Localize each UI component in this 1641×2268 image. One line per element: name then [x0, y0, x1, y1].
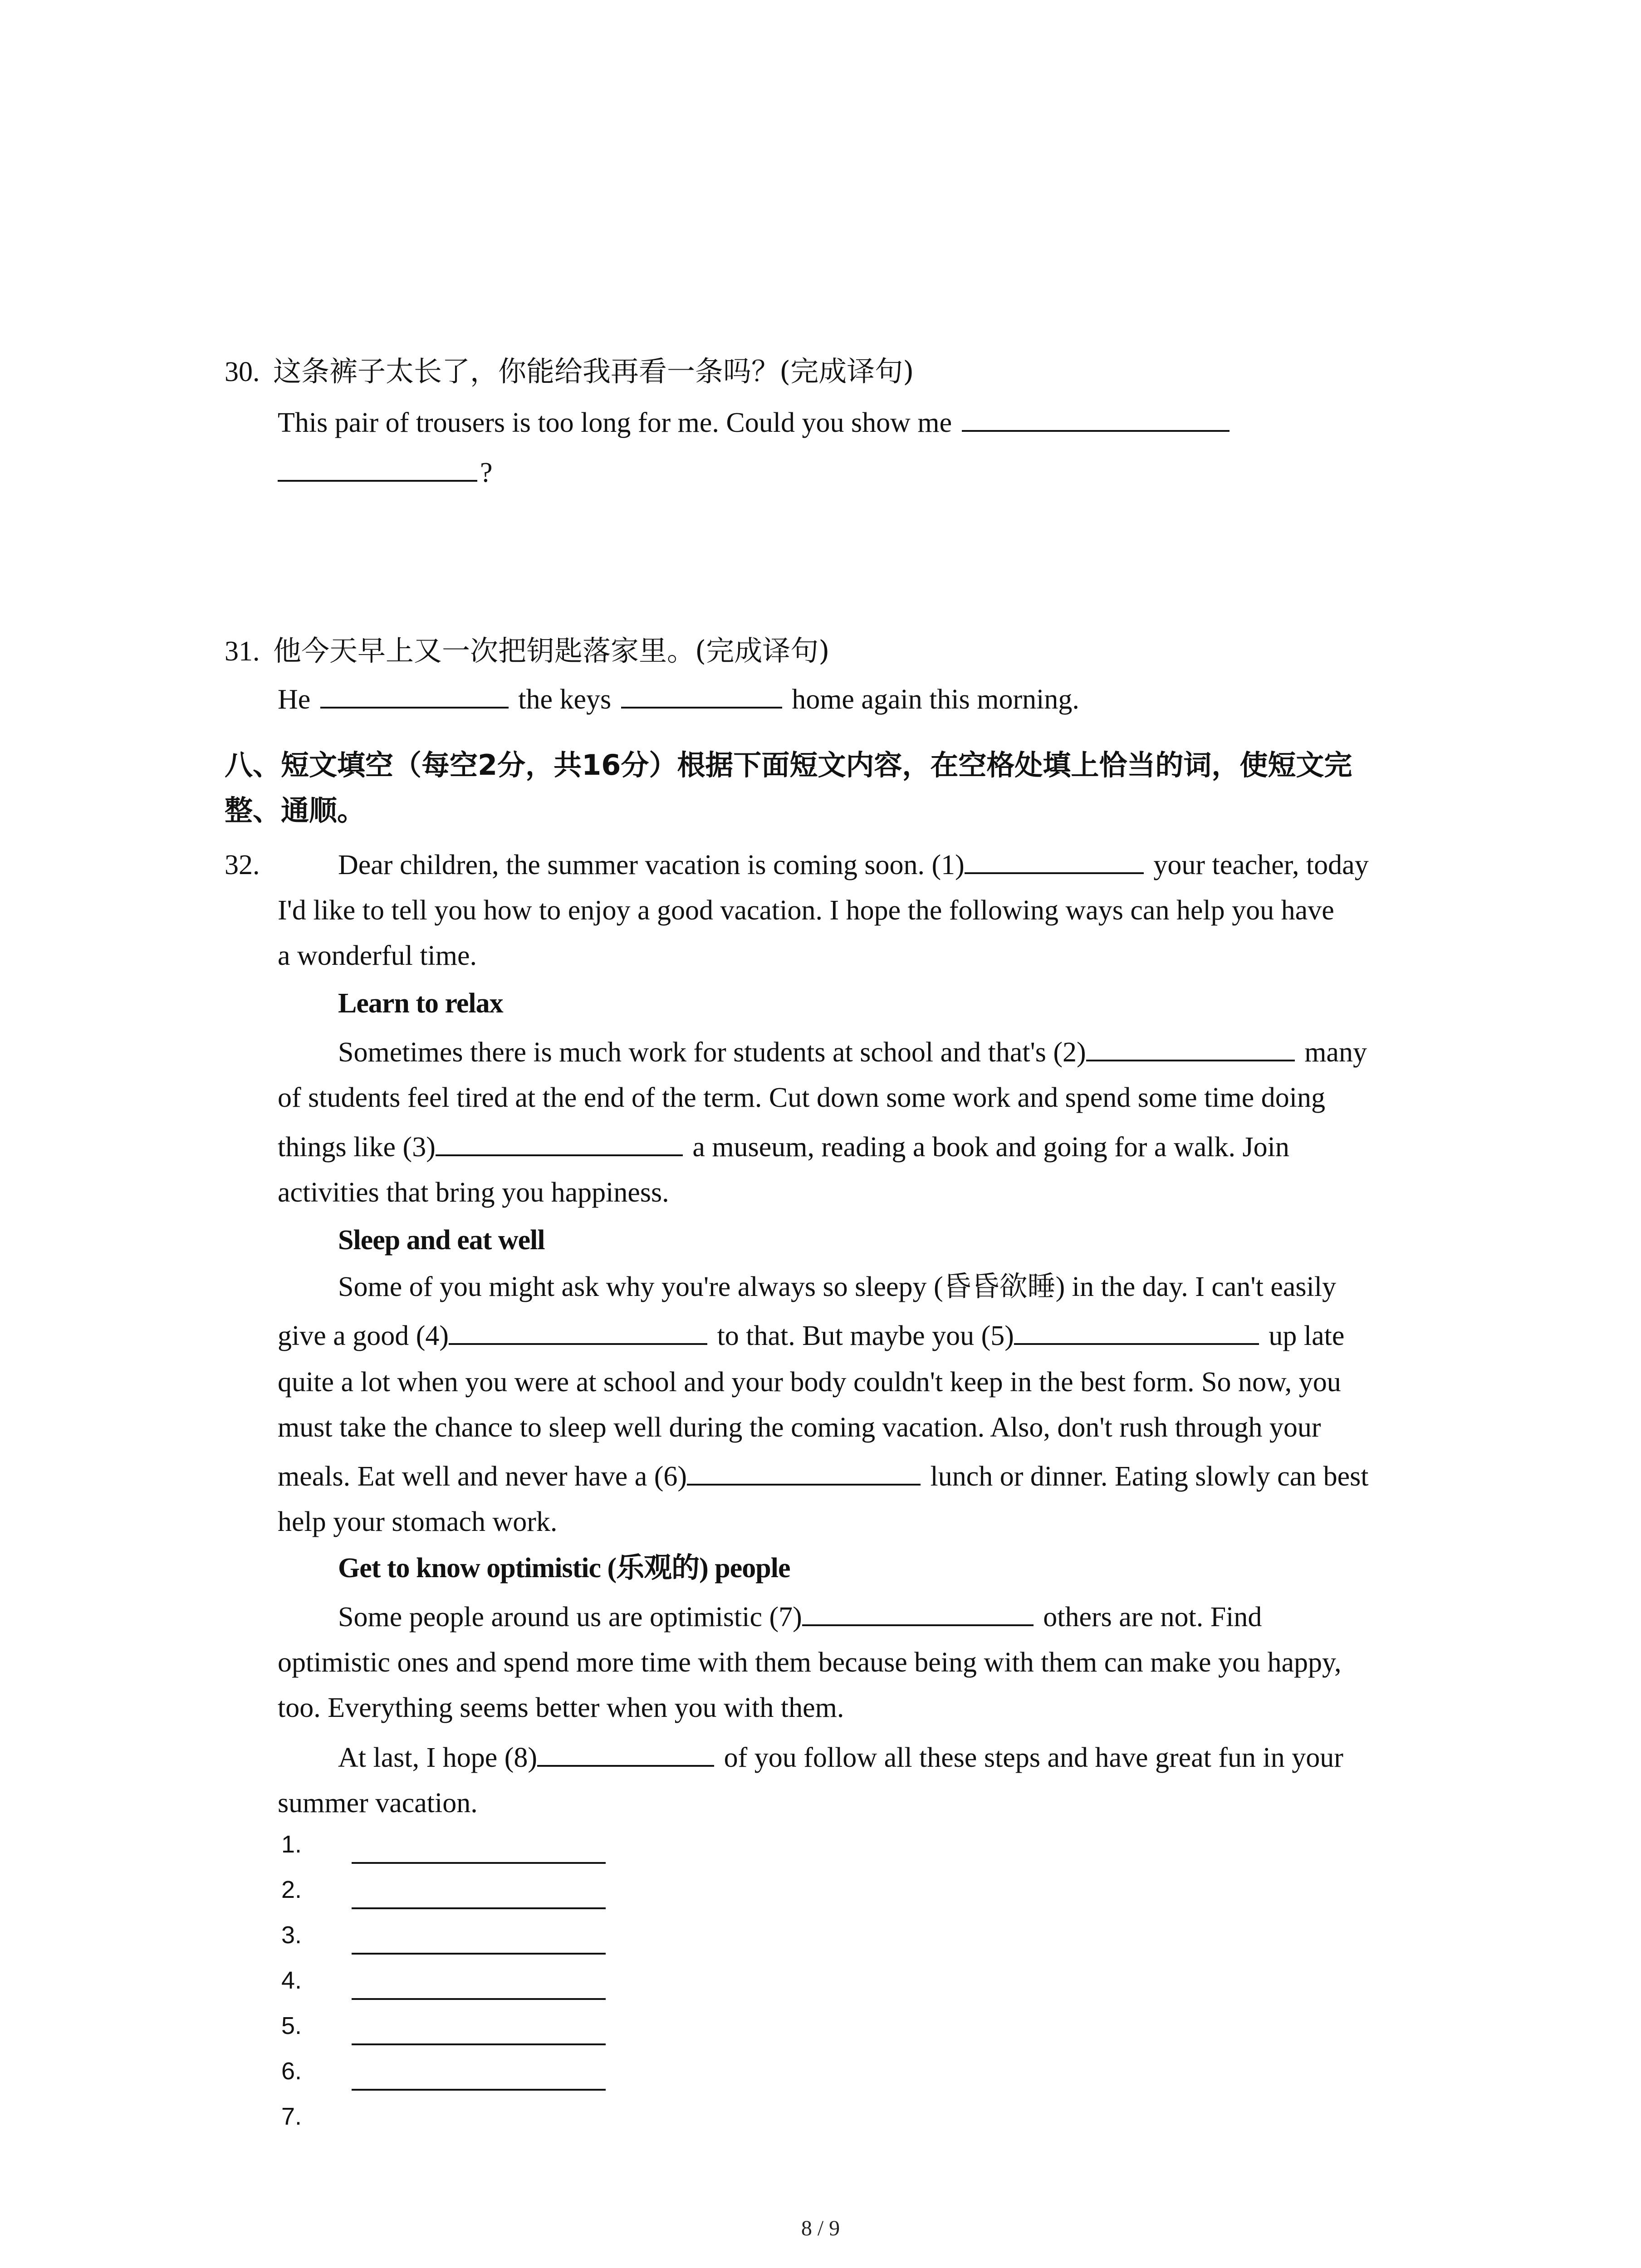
q32-p3-line3: quite a lot when you were at school and your body couldn't keep in the best form. So now, you	[278, 1367, 1341, 1398]
q32-p4-line2: optimistic ones and spend more time with them because being with them can make you happy,	[278, 1647, 1342, 1678]
q32-p1-line1	[338, 848, 1369, 882]
page-number: 8 / 9	[801, 2216, 840, 2240]
q32-p4-text-b: others are not. Find	[1043, 1602, 1262, 1633]
q31-number: 31.	[225, 636, 260, 667]
q30-end-mark: ?	[480, 457, 493, 488]
q32-p2-line3	[278, 1130, 1289, 1164]
q32-blank-1[interactable]	[965, 849, 1144, 874]
answer-number: 3.	[281, 1921, 302, 1949]
answer-number: 4.	[281, 1967, 302, 1994]
q31-blank-1[interactable]	[320, 683, 509, 709]
q32-p3-text-a: give a good (4)	[278, 1320, 449, 1351]
answer-line[interactable]	[352, 2043, 606, 2045]
q31-prompt	[225, 634, 829, 668]
answer-line[interactable]	[352, 1907, 606, 1909]
answer-line[interactable]	[352, 2089, 606, 2091]
q30-blank-1[interactable]	[962, 406, 1230, 432]
q30-english-text: This pair of trousers is too long for me. Could you show me	[278, 407, 952, 438]
q32-p2-line2: of students feel tired at the end of the term. Cut down some work and spend some time doing	[278, 1082, 1326, 1113]
q30-english-cont	[278, 456, 493, 489]
subheading-learn-to-relax: Learn to relax	[338, 988, 503, 1019]
q30-prompt	[225, 355, 914, 389]
q32-blank-8[interactable]	[537, 1741, 714, 1767]
q32-p2-line4: activities that bring you happiness.	[278, 1177, 669, 1208]
q32-p3-text-d: meals. Eat well and never have a (6)	[278, 1461, 687, 1492]
q32-p2-line1	[338, 1036, 1367, 1069]
q32-p5-line2: summer vacation.	[278, 1788, 478, 1818]
q32-p3-line4: must take the chance to sleep well during the coming vacation. Also, don't rush through your	[278, 1412, 1321, 1443]
q32-p3-text-c: up late	[1269, 1320, 1345, 1351]
q32-p1-line2: I'd like to tell you how to enjoy a good vacation. I hope the following ways can help you have	[278, 895, 1334, 926]
answer-number: 2.	[281, 1876, 302, 1903]
q31-english	[278, 683, 1079, 716]
q31-after: home again this morning.	[792, 684, 1079, 715]
answer-number: 6.	[281, 2058, 302, 2085]
section8-heading-line2: 整、通顺。	[225, 794, 366, 827]
q31-blank-2[interactable]	[621, 683, 782, 709]
q32-blank-7[interactable]	[802, 1601, 1034, 1626]
q32-p3-line5	[278, 1460, 1369, 1493]
q32-number: 32.	[225, 850, 260, 880]
answer-number: 7.	[281, 2103, 302, 2130]
section8-heading-line1: 八、短文填空（每空2分，共16分）根据下面短文内容，在空格处填上恰当的词，使短文完	[225, 748, 1352, 782]
q32-p3-text-b: to that. But maybe you (5)	[717, 1320, 1014, 1351]
q32-p3-line6: help your stomach work.	[278, 1506, 558, 1537]
q32-p2-text-d: a museum, reading a book and going for a walk. Join	[692, 1132, 1289, 1163]
q32-p2-text-a: Sometimes there is much work for students at school and that's (2)	[338, 1037, 1086, 1068]
subheading-sleep-and-eat-well: Sleep and eat well	[338, 1225, 545, 1256]
answer-number: 1.	[281, 1831, 302, 1858]
q30-number: 30.	[225, 357, 260, 387]
q32-p4-text-a: Some people around us are optimistic (7)	[338, 1602, 802, 1633]
q31-mid: the keys	[518, 684, 612, 715]
q32-p4-line1	[338, 1600, 1262, 1634]
q32-p5-text-b: of you follow all these steps and have great fun in your	[724, 1742, 1343, 1773]
answer-line[interactable]	[352, 1998, 606, 2000]
q32-blank-2[interactable]	[1086, 1036, 1295, 1061]
q32-blank-4[interactable]	[449, 1320, 707, 1345]
q32-p3-text-e: lunch or dinner. Eating slowly can best	[930, 1461, 1369, 1492]
q31-he: He	[278, 684, 311, 715]
answer-line[interactable]	[352, 1953, 606, 1955]
q32-p3-line1: Some of you might ask why you're always so sleepy (昏昏欲睡) in the day. I can't easily	[338, 1271, 1336, 1302]
q32-blank-5[interactable]	[1014, 1320, 1259, 1345]
q32-p3-line2	[278, 1319, 1344, 1353]
q30-blank-2[interactable]	[278, 456, 477, 482]
q32-p1-text-b: your teacher, today	[1153, 850, 1369, 880]
q30-english	[278, 406, 1232, 440]
q32-p4-line3: too. Everything seems better when you with them.	[278, 1692, 844, 1723]
q32-p5-text-a: At last, I hope (8)	[338, 1742, 538, 1773]
q32-p5-line1	[338, 1741, 1343, 1774]
q32-p1-text-a: Dear children, the summer vacation is coming soon. (1)	[338, 850, 965, 880]
q32-p2-text-b: many	[1304, 1037, 1367, 1068]
q32-p2-text-c: things like (3)	[278, 1132, 436, 1163]
q32-blank-6[interactable]	[687, 1460, 921, 1486]
subheading-optimistic-people: Get to know optimistic (乐观的) people	[338, 1553, 790, 1584]
q31-chinese: 他今天早上又一次把钥匙落家里。(完成译句)	[273, 634, 830, 667]
answer-line[interactable]	[352, 1862, 606, 1864]
answer-number: 5.	[281, 2012, 302, 2039]
q30-chinese: 这条裤子太长了，你能给我再看一条吗？(完成译句)	[273, 355, 914, 388]
q32-p1-line3: a wonderful time.	[278, 940, 477, 971]
q32-blank-3[interactable]	[436, 1131, 683, 1156]
